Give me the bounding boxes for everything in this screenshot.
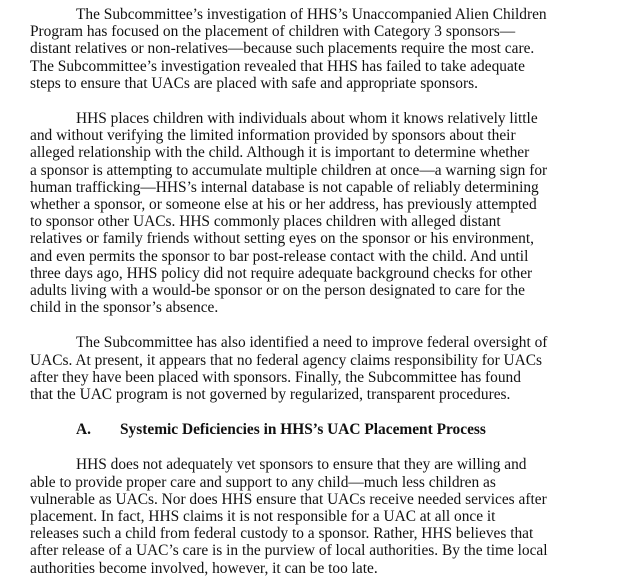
paragraph-line: alleged relationship with the child. Although it is important to determine whether xyxy=(30,144,530,162)
paragraph-gap xyxy=(30,316,612,334)
paragraph-line: a sponsor is attempting to accumulate multiple children at once—a warning sign for xyxy=(30,161,548,179)
paragraph-line: steps to ensure that UACs are placed with safe and appropriate sponsors. xyxy=(30,74,478,92)
paragraph-line: HHS does not adequately vet sponsors to ensure that they are willing and xyxy=(76,456,527,474)
paragraph-line: child in the sponsor’s absence. xyxy=(30,299,219,317)
paragraph-line: able to provide proper care and support to any child—much less children as xyxy=(30,473,496,491)
section-heading-letter: A. xyxy=(76,421,91,439)
paragraph-line: after release of a UAC’s care is in the purview of local authorities. By the time local xyxy=(30,542,548,560)
paragraph-line: Program has focused on the placement of children with Category 3 sponsors— xyxy=(30,23,516,41)
paragraph-line: HHS places children with individuals about whom it knows relatively little xyxy=(76,110,538,128)
paragraph-line: after they have been placed with sponsors. Finally, the Subcommittee has found xyxy=(30,368,521,386)
paragraph-line: UACs. At present, it appears that no federal agency claims responsibility for UACs xyxy=(30,351,543,369)
section-heading-title: Systemic Deficiencies in HHS’s UAC Placement Process xyxy=(120,421,486,439)
paragraph-line: The Subcommittee’s investigation of HHS’s Unaccompanied Alien Children xyxy=(76,6,547,23)
paragraph-gap xyxy=(30,92,612,110)
paragraph-gap xyxy=(30,403,612,421)
paragraph-line: distant relatives or non-relatives—because such placements require the most care. xyxy=(30,40,535,58)
paragraph-line: placement. In fact, HHS claims it is not responsible for a UAC at all once it xyxy=(30,508,496,526)
paragraph-line: whether a sponsor, or someone else at his or her address, has previously attempted xyxy=(30,196,537,214)
paragraph-investigation-focus xyxy=(30,6,612,92)
paragraph-line: authorities become involved, however, it can be too late. xyxy=(30,559,378,577)
paragraph-line: relatives or family friends without setting eyes on the sponsor or his environment, xyxy=(30,230,534,248)
paragraph-line: and without verifying the limited information provided by sponsors about their xyxy=(30,127,516,145)
paragraph-line: vulnerable as UACs. Nor does HHS ensure that UACs receive needed services after xyxy=(30,490,547,508)
document-page xyxy=(30,6,612,577)
paragraph-line: The Subcommittee’s investigation revealed that HHS has failed to take adequate xyxy=(30,57,525,75)
paragraph-oversight xyxy=(30,334,612,403)
paragraph-line: three days ago, HHS policy did not require adequate background checks for other xyxy=(30,264,533,282)
paragraph-line: The Subcommittee has also identified a need to improve federal oversight of xyxy=(76,334,548,352)
paragraph-line: human trafficking—HHS’s internal database is not capable of reliably determining xyxy=(30,178,539,196)
paragraph-line: that the UAC program is not governed by regularized, transparent procedures. xyxy=(30,386,511,404)
paragraph-line: to sponsor other UACs. HHS commonly places children with alleged distant xyxy=(30,213,501,231)
paragraph-gap xyxy=(30,438,612,456)
paragraph-line: and even permits the sponsor to bar post-release contact with the child. And until xyxy=(30,247,529,265)
paragraph-line: releases such a child from federal custody to a sponsor. Rather, HHS believes that xyxy=(30,525,534,543)
section-heading xyxy=(30,421,612,438)
paragraph-hhs-placement xyxy=(30,110,612,316)
paragraph-vetting xyxy=(30,456,612,576)
paragraph-line: adults living with a would-be sponsor or on the person designated to care for the xyxy=(30,282,525,300)
